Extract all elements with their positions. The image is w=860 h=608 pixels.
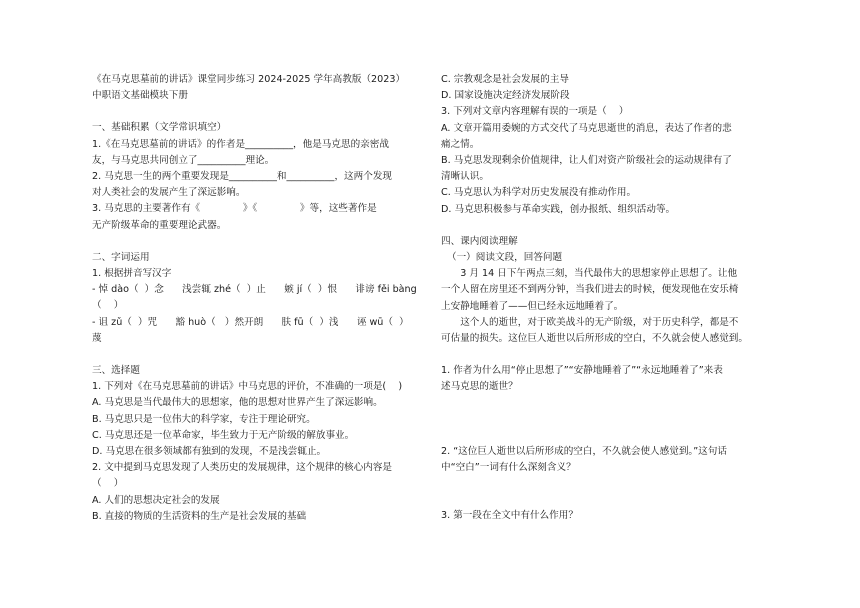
choice-1-option-c: C. 马克思还是一位革命家，毕生致力于无产阶级的解放事业。 — [92, 429, 355, 441]
reading-question-1-cont: 述马克思的逝世？ — [441, 381, 518, 393]
fill-question-3-cont: 无产阶级革命的重要理论武器。 — [92, 219, 227, 231]
choice-3-option-c: C. 马克思认为科学对历史发展没有推动作用。 — [441, 187, 637, 199]
section-1-heading: 一、基础积累（文学常识填空） — [92, 122, 227, 134]
passage-para-1: 3 月 14 日下午两点三刻，当代最伟大的思想家停止思想了。让他 — [460, 268, 738, 280]
right-column — [441, 72, 783, 524]
choice-3-option-a-cont: 痛之情。 — [441, 138, 480, 150]
reading-question-2-cont: 中“空白”一词有什么深刻含义？ — [441, 461, 576, 473]
title-line-1: 《在马克思墓前的讲话》课堂同步练习 2024-2025 学年高教版（2023） — [92, 74, 406, 85]
pinyin-row-1: - 悼 dào（ ）念 浅尝辄 zhé（ ）止 嫉 jí（ ）恨 诽谤 fěi bàng — [92, 284, 417, 296]
fill-question-2: 2. 马克思一生的两个重要发现是__________和__________，这两个发现 — [92, 171, 393, 183]
fill-question-1: 1.《在马克思墓前的讲话》的作者是__________，他是马克思的亲密战 — [92, 138, 389, 150]
passage-para-2: 这个人的逝世，对于欧美战斗的无产阶级，对于历史科学，都是不 — [460, 316, 739, 328]
title-line-2: 中职语文基础模块下册 — [92, 90, 188, 102]
section-3-heading: 三、选择题 — [92, 365, 140, 377]
choice-question-1: 1. 下列对《在马克思墓前的讲话》中马克思的评价，不准确的一项是( ) — [92, 381, 403, 393]
fill-question-3: 3. 马克思的主要著作有《 》《 》等，这些著作是 — [92, 203, 377, 215]
choice-question-3: 3. 下列对文章内容理解有误的一项是（ ） — [441, 106, 629, 118]
choice-2-option-b: B. 直接的物质的生活资料的生产是社会发展的基础 — [92, 510, 307, 522]
choice-question-2-cont: （ ） — [92, 478, 124, 490]
choice-3-option-a: A. 文章开篇用委婉的方式交代了马克思逝世的消息，表达了作者的悲 — [441, 122, 732, 134]
pinyin-row-2-cont: 蔑 — [92, 332, 102, 344]
reading-question-1: 1. 作者为什么用“停止思想了”“安静地睡着了”“永远地睡着了”来表 — [441, 365, 723, 377]
choice-3-option-b-cont: 清晰认识。 — [441, 171, 489, 183]
pinyin-intro: 1. 根据拼音写汉字 — [92, 268, 172, 280]
pinyin-row-2: - 诅 zǔ（ ）咒 豁 huò（ ）然开朗 肤 fū（ ）浅 诬 wū（ ） — [92, 316, 409, 328]
fill-question-2-cont: 对人类社会的发展产生了深远影响。 — [92, 187, 246, 199]
choice-2-option-d: D. 国家设施决定经济发展阶段 — [441, 90, 570, 102]
passage-para-1-cont-b: 上安静地睡着了——但已经永远地睡着了。 — [441, 300, 624, 312]
choice-3-option-d: D. 马克思积极参与革命实践，创办报纸、组织活动等。 — [441, 203, 676, 215]
reading-question-2: 2. “这位巨人逝世以后所形成的空白，不久就会使人感觉到。”这句话 — [441, 445, 727, 457]
choice-1-option-d: D. 马克思在很多领域都有独到的发现，不是浅尝辄止。 — [92, 446, 327, 458]
choice-1-option-b: B. 马克思只是一位伟大的科学家，专注于理论研究。 — [92, 413, 316, 425]
section-4-heading: 四、课内阅读理解 — [441, 235, 518, 247]
fill-question-1-cont: 友，与马克思共同创立了__________理论。 — [92, 154, 275, 166]
reading-question-3: 3. 第一段在全文中有什么作用？ — [441, 510, 578, 522]
passage-para-1-cont-a: 一个人留在房里还不到两分钟，当我们进去的时候，便发现他在安乐椅 — [441, 284, 739, 296]
choice-2-option-a: A. 人们的思想决定社会的发展 — [92, 494, 220, 506]
choice-question-2: 2. 文中提到马克思发现了人类历史的发展规律，这个规律的核心内容是 — [92, 462, 393, 474]
choice-3-option-b: B. 马克思发现剩余价值规律，让人们对资产阶级社会的运动规律有了 — [441, 155, 732, 167]
reading-subheading: （一）阅读文段，回答问题 — [447, 252, 563, 264]
choice-2-option-c: C. 宗教观念是社会发展的主导 — [441, 74, 569, 85]
choice-1-option-a: A. 马克思是当代最伟大的思想家，他的思想对世界产生了深远影响。 — [92, 397, 383, 409]
pinyin-row-1-cont: （ ） — [92, 300, 124, 312]
section-2-heading: 二、字词运用 — [92, 251, 150, 263]
left-column — [92, 72, 424, 525]
passage-para-2-cont: 可估量的损失。这位巨人逝世以后所形成的空白，不久就会使人感觉到。 — [441, 333, 748, 345]
